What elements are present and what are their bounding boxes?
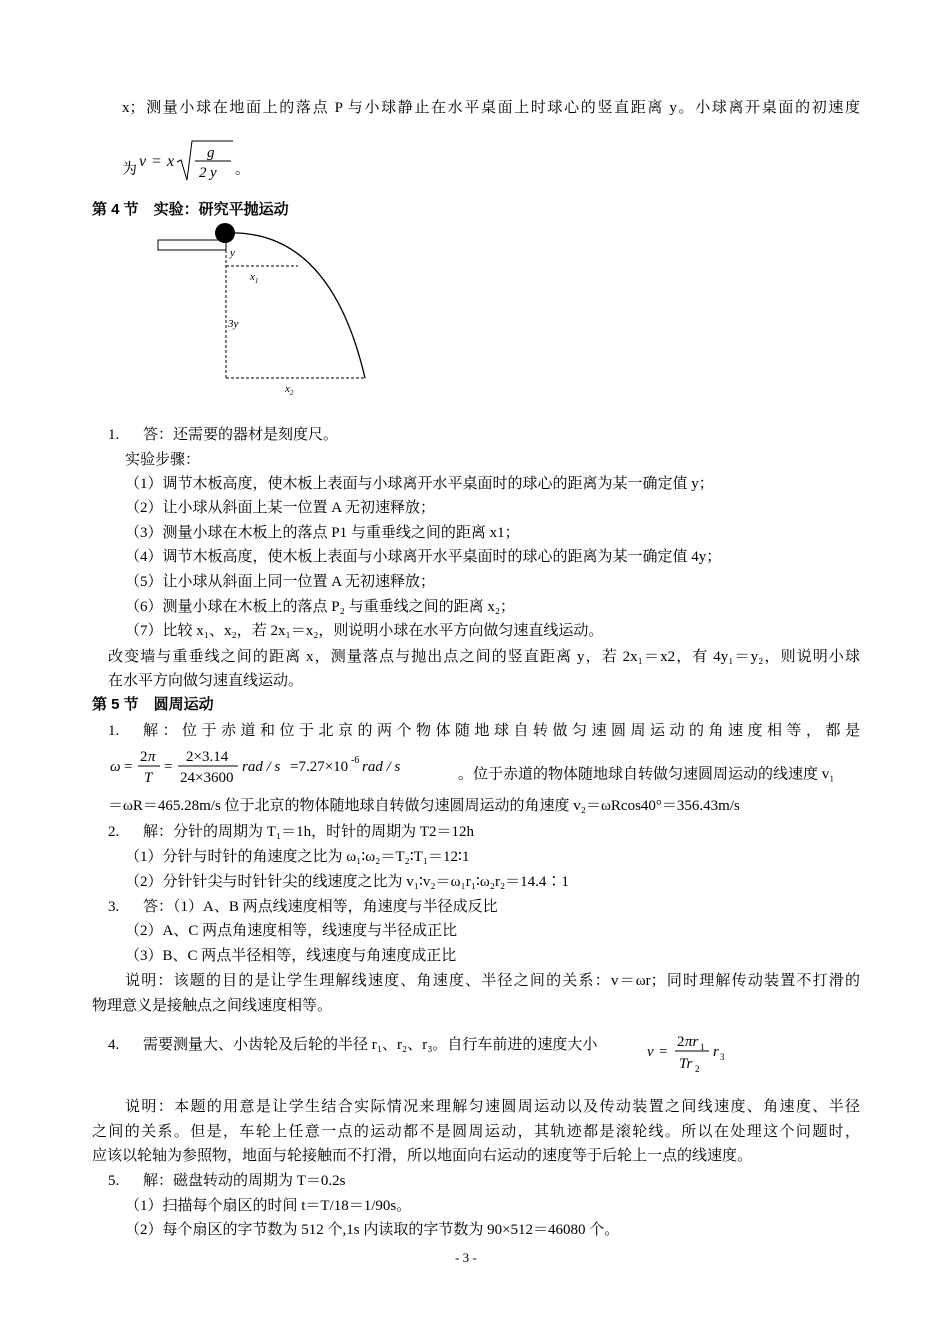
s5-q2-number: 2.: [108, 824, 120, 840]
section-4-heading: 第 4 节 实验：研究平抛运动: [92, 201, 289, 218]
bike-speed-formula: [645, 1028, 735, 1078]
svg-text:rad / s: rad / s: [362, 759, 401, 775]
svg-text:=: =: [164, 759, 173, 775]
s5-q4-note-1: 说明：本题的用意是让学生结合实际情况来理解匀速圆周运动以及传动装置之间线速度、角速度、半径: [125, 1099, 860, 1115]
s5-q4-line-1: 需要测量大、小齿轮及后轮的半径 r₁、r₂、r₃。自行车前进的速度大小: [143, 1037, 598, 1053]
s5-q2-line-1: 解：分针的周期为 T₁＝1h，时针的周期为 T2＝12h: [143, 824, 475, 840]
intro-line-1: x；测量小球在地面上的落点 P 与小球静止在水平桌面上时球心的竖直距离 y。小球离开桌面的初速度: [122, 100, 860, 116]
svg-text:Tr: Tr: [679, 1056, 693, 1072]
svg-text:v: v: [647, 1044, 654, 1060]
s5-q4-note-3: 应该以轮轴为参照物，地面与轮接触而不打滑，所以地面向右运动的速度等于后轮上一点的线速度。: [92, 1148, 753, 1164]
s5-q1-number: 1.: [108, 723, 120, 739]
label-x2: $x_2$: [285, 383, 294, 397]
s5-q5-number: 5.: [108, 1173, 120, 1189]
intro-line-2-suffix: 。: [235, 161, 251, 178]
svg-text:=7.27×10: =7.27×10: [290, 759, 349, 775]
step-6: （6）测量小球在木板上的落点 P₂ 与重垂线之间的距离 x₂；: [125, 599, 516, 615]
svg-text:π: π: [148, 749, 156, 765]
label-y: y: [230, 247, 235, 259]
s5-q5-line-2: （1）扫描每个扇区的时间 t＝T/18＝1/90s。: [125, 1198, 412, 1214]
svg-text:y: y: [210, 165, 217, 181]
svg-text:2: 2: [695, 1064, 700, 1074]
s5-q2-line-2: （1）分针与时针的角速度之比为 ω₁∶ω₂＝T₂∶T₁＝12∶1: [125, 849, 470, 865]
s5-q3-line-1: 答：（1）A、B 两点线速度相等，角速度与半径成反比: [143, 899, 498, 915]
svg-text:=: =: [124, 759, 133, 775]
svg-text:3: 3: [720, 1052, 725, 1062]
s5-q1-line-3: ＝ωR＝465.28m/s 位于北京的物体随地球自转做匀速圆周运动的角速度 v₂＝ωRcos40°＝356.43m/s: [108, 798, 740, 814]
svg-text:=: =: [659, 1044, 668, 1060]
s4-q1-answer: 答：还需要的器材是刻度尺。: [143, 427, 339, 443]
projectile-figure: [150, 218, 380, 398]
velocity-formula: [137, 138, 235, 202]
s5-q5-line-3: （2）每个扇区的字节数为 512 个,1s 内读取的字节数为 90×512＝46080 个。: [125, 1222, 620, 1238]
svg-text:x: x: [167, 153, 175, 170]
svg-text:rad / s: rad / s: [242, 759, 281, 775]
svg-text:2×3.14: 2×3.14: [186, 749, 229, 765]
s4-extra-line-1: 改变墙与重垂线之间的距离 x，测量落点与抛出点之间的竖直距离 y，若 2x₁＝x2，有 4y₁＝y₂，则说明小球: [108, 649, 860, 665]
s4-q1-number: 1.: [108, 427, 120, 443]
svg-text:1: 1: [700, 1042, 705, 1052]
intro-line-2-prefix: 为: [122, 161, 138, 178]
s5-q1-line-2-suffix: 。位于赤道的物体随地球自转做匀速圆周运动的线速度 v₁: [458, 766, 835, 783]
svg-text:=: =: [151, 153, 162, 170]
s5-q1-line-1: 解：位于赤道和位于北京的两个物体随地球自转做匀速圆周运动的角速度相等，都是: [143, 723, 860, 739]
step-3: （3）测量小球在木板上的落点 P1 与重垂线之间的距离 x1；: [125, 525, 520, 541]
s5-q5-line-1: 解：磁盘转动的周期为 T＝0.2s: [143, 1173, 346, 1189]
s5-q3-note-1: 说明：该题的目的是让学生理解线速度、角速度、半径之间的关系：v＝ωr；同时理解传动装置不打滑的: [125, 973, 860, 989]
svg-text:T: T: [144, 770, 153, 786]
svg-text:πr: πr: [685, 1034, 699, 1050]
trajectory-curve: [225, 233, 365, 378]
svg-text:-6: -6: [351, 755, 360, 766]
step-2: （2）让小球从斜面上某一位置 A 无初速释放；: [125, 500, 436, 516]
label-x1: $x_1$: [250, 271, 259, 285]
s5-q3-number: 3.: [108, 899, 120, 915]
s5-q4-number: 4.: [108, 1037, 120, 1053]
s5-q3-line-3: （3）B、C 两点半径相等，线速度与角速度成正比: [125, 948, 457, 964]
svg-text:ω: ω: [110, 759, 121, 775]
svg-text:2: 2: [677, 1034, 685, 1050]
svg-text:r: r: [713, 1044, 719, 1060]
label-3y: 3y: [228, 318, 239, 330]
table-board: [158, 240, 226, 250]
s5-q3-note-2: 物理意义是接触点之间线速度相等。: [92, 998, 333, 1014]
s5-q2-line-3: （2）分针针尖与时针针尖的线速度之比为 v₁∶v₂＝ω₁r₁∶ω₂r₂＝14.4∶1: [125, 874, 569, 890]
s5-q3-line-2: （2）A、C 两点角速度相等，线速度与半径成正比: [125, 923, 458, 939]
section-5-heading: 第 5 节 圆周运动: [92, 696, 214, 713]
s5-q4-note-2: 之间的关系。但是，车轮上任意一点的运动都不是圆周运动，其轨迹都是滚轮线。所以在处理这个问题时，: [92, 1124, 860, 1140]
s4-extra-line-2: 在水平方向做匀速直线运动。: [108, 673, 304, 689]
svg-text:2: 2: [140, 749, 148, 765]
step-5: （5）让小球从斜面上同一位置 A 无初速释放；: [125, 574, 436, 590]
svg-text:2: 2: [199, 165, 207, 181]
svg-text:g: g: [207, 145, 215, 161]
step-7: （7）比较 x₁、x₂，若 2x₁＝x₂，则说明小球在水平方向做匀速直线运动。: [125, 623, 604, 639]
step-4: （4）调节木板高度，使木板上表面与小球离开水平桌面时的球心的距离为某一确定值 4y；: [125, 549, 722, 565]
intro-line-2: [122, 138, 250, 202]
svg-text:24×3600: 24×3600: [180, 770, 234, 786]
velocity-formula-svg: [137, 138, 235, 184]
page-number: - 3 -: [455, 1250, 477, 1265]
angular-velocity-formula-svg: [108, 744, 458, 788]
steps-title: 实验步骤：: [125, 452, 201, 468]
svg-text:v: v: [139, 153, 147, 170]
step-1: （1）调节木板高度，使木板上表面与小球离开水平桌面时的球心的距离为某一确定值 y；: [125, 476, 714, 492]
